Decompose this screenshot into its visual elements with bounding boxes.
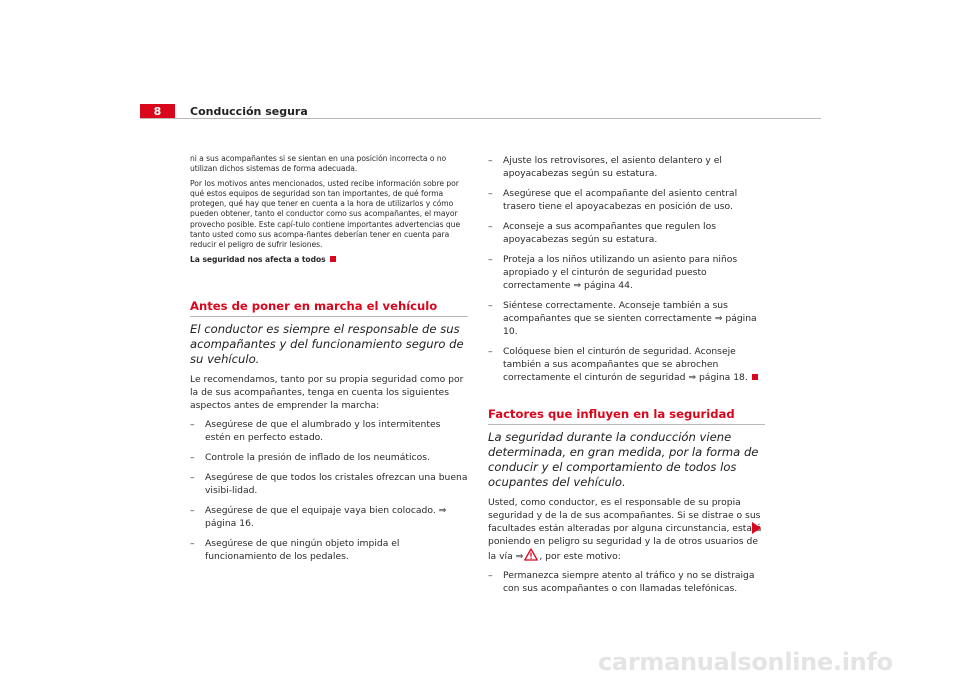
body-text-a: Usted, como conductor, es el responsable de su propia seguridad y de la de sus acompañantes. Si se distrae o sus facultades están alteradas por alguna circunstancia, estará poniendo en peligro su seguridad y la de otros usuarios de la vía ⇒ bbox=[488, 497, 762, 562]
list-item-text: Asegúrese de que el equipaje vaya bien colocado. ⇒ página 16. bbox=[205, 504, 447, 529]
list-dash: – bbox=[190, 418, 195, 430]
list-dash: – bbox=[488, 346, 493, 357]
list-item bbox=[190, 504, 468, 530]
intro-paragraph-2: Por los motivos antes mencionados, usted recibe información sobre por qué estos equipos de seguridad son tan importantes, de qué forma protegen, qué hay que tener en cuenta a la hora de utilizarlos y cómo pueden obtener, tanto el conductor como sus acompañantes, el mayor provecho posible. Este capí-tulo contiene importantes advertencias que tanto usted como sus acompa-ñantes deberían tener en cuenta para reducir el peligro de sufrir lesiones. bbox=[190, 178, 461, 250]
list-item bbox=[190, 418, 468, 444]
list-item-text: Asegúrese de que ningún objeto impida el funcionamiento de los pedales. bbox=[205, 537, 400, 562]
header-rule bbox=[140, 118, 821, 119]
section-body-safety-factors bbox=[488, 496, 765, 563]
left-column bbox=[190, 154, 468, 570]
running-header-title: Conducción segura bbox=[190, 105, 308, 118]
list-item-text: Permanezca siempre atento al tráfico y no se distraiga con sus acompañantes o con llamadas telefónicas. bbox=[503, 570, 755, 594]
list-item bbox=[190, 471, 468, 497]
list-item-text: Colóquese bien el cinturón de seguridad. Aconseje también a sus acompañantes que se abrochen correctamente el cinturón de seguridad ⇒ página 18. bbox=[503, 346, 748, 383]
list-item-text: Asegúrese que el acompañante del asiento central trasero tiene el apoyacabezas en posición de uso. bbox=[503, 188, 738, 212]
list-dash: – bbox=[488, 300, 493, 311]
checklist-safety bbox=[488, 569, 765, 595]
list-dash: – bbox=[488, 155, 493, 166]
right-column bbox=[488, 154, 765, 602]
list-dash: – bbox=[488, 570, 493, 581]
section-title-safety-factors: Factores que influyen en la seguridad bbox=[488, 407, 765, 425]
list-item bbox=[488, 253, 765, 292]
intro-tagline bbox=[190, 255, 468, 265]
list-item bbox=[488, 299, 765, 338]
end-square-icon bbox=[752, 374, 758, 380]
list-dash: – bbox=[190, 451, 195, 463]
list-item bbox=[488, 569, 765, 595]
list-item bbox=[190, 451, 468, 464]
list-item bbox=[488, 220, 765, 246]
list-dash: – bbox=[488, 221, 493, 232]
list-item-text: Ajuste los retrovisores, el asiento delantero y el apoyacabezas según su estatura. bbox=[503, 155, 722, 179]
body-text-b: , por este motivo: bbox=[539, 551, 621, 562]
next-page-arrow-icon bbox=[752, 522, 761, 534]
end-square-icon bbox=[330, 256, 336, 262]
list-dash: – bbox=[190, 537, 195, 549]
list-item bbox=[488, 345, 765, 384]
list-dash: – bbox=[190, 471, 195, 483]
intro-paragraph-1: ni a sus acompañantes si se sientan en una posición incorrecta o no utilizan dichos sistemas de forma adecuada. bbox=[190, 154, 447, 174]
list-dash: – bbox=[488, 254, 493, 265]
watermark: carmanualsonline.info bbox=[598, 648, 893, 676]
list-item-text: Controle la presión de inflado de los neumáticos. bbox=[205, 451, 430, 463]
intro-tagline-text: La seguridad nos afecta a todos bbox=[190, 254, 326, 264]
list-dash: – bbox=[190, 504, 195, 516]
checklist-left bbox=[190, 418, 468, 563]
list-item bbox=[190, 537, 468, 563]
section-lead-before-driving: El conductor es siempre el responsable de sus acompañantes y del funcionamiento seguro de su vehículo. bbox=[190, 321, 464, 366]
list-item bbox=[488, 187, 765, 213]
warning-triangle-icon bbox=[524, 548, 538, 561]
page-number: 8 bbox=[140, 104, 175, 119]
section-lead-safety-factors: La seguridad durante la conducción viene determinada, en gran medida, por la forma de conducir y el comportamiento de todos los ocupantes del vehículo. bbox=[488, 430, 759, 489]
list-item-text: Aconseje a sus acompañantes que regulen los apoyacabezas según su estatura. bbox=[503, 221, 717, 245]
checklist-right bbox=[488, 154, 765, 384]
list-item-text: Proteja a los niños utilizando un asiento para niños apropiado y el cinturón de seguridad puesto correctamente ⇒ página 44. bbox=[503, 254, 738, 291]
list-item bbox=[488, 154, 765, 180]
list-item-text: Asegúrese de que todos los cristales ofrezcan una buena visibi-lidad. bbox=[205, 471, 468, 496]
list-item-text: Asegúrese de que el alumbrado y los intermitentes estén en perfecto estado. bbox=[205, 418, 441, 443]
list-item-text: Siéntese correctamente. Aconseje también a sus acompañantes que se sienten correctamente ⇒ página 10. bbox=[503, 300, 757, 337]
list-dash: – bbox=[488, 188, 493, 199]
section-body-before-driving: Le recomendamos, tanto por su propia seguridad como por la de sus acompañantes, tenga en cuenta los siguientes aspectos antes de emprender la marcha: bbox=[190, 373, 464, 411]
section-title-before-driving: Antes de poner en marcha el vehículo bbox=[190, 299, 468, 317]
